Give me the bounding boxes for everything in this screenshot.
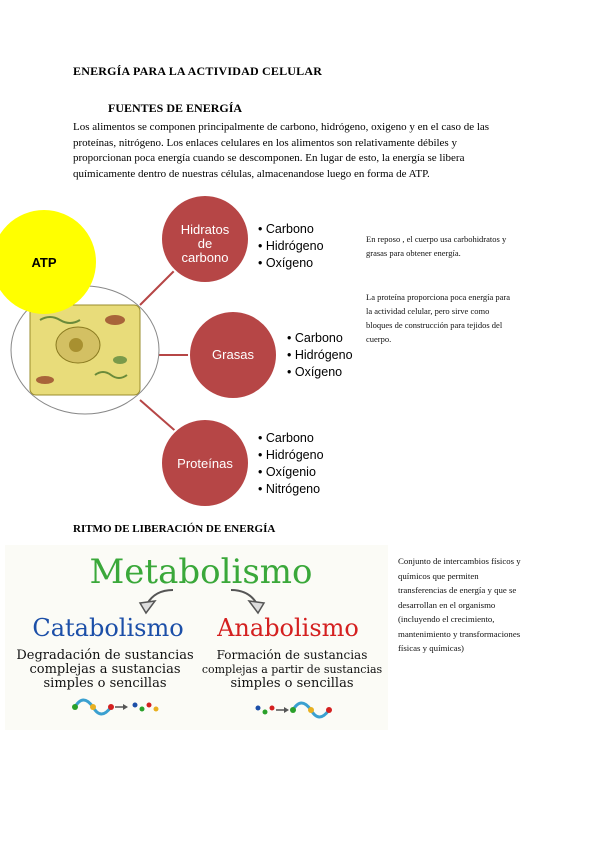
svg-text:• Hidrógeno: • Hidrógeno (258, 448, 324, 462)
svg-text:• Carbono: • Carbono (287, 331, 343, 345)
node-label: carbono (181, 250, 229, 265)
anabolism-desc-line: Formación de sustancias (216, 648, 368, 662)
side-note-proteina: La proteína proporciona poca energía para la actividad celular, pero sirve como bloques de construcción para tejidos del cuerpo. (366, 292, 511, 344)
svg-text:• Nitrógeno: • Nitrógeno (258, 482, 321, 496)
svg-text:• Hidrógeno: • Hidrógeno (287, 348, 353, 362)
bullet-list (258, 431, 324, 496)
connector-line (140, 400, 180, 435)
catabolism-desc-line: simples o sencillas (43, 676, 167, 691)
svg-text:• Carbono: • Carbono (258, 431, 314, 445)
metabolism-title: Metabolismo (89, 552, 313, 592)
intro-paragraph: Los alimentos se componen principalmente de carbono, hidrógeno, oxigeno y en el caso de las proteínas, nitrógeno. Los enlaces celulares en los alimentos son relativamente débiles y proporcionan poca energía cuando se descomponen. En lugar de esto, la energía se libera químicamente dentro de nuestras células, almacenandose luego en forma de ATP. (73, 121, 490, 180)
anabolism-desc-line: complejas a partir de sustancias (201, 663, 383, 676)
bullet-item: Carbono (294, 331, 343, 345)
atp-label: ATP (31, 255, 57, 270)
svg-text:• Hidrógeno: • Hidrógeno (258, 239, 324, 253)
page-title: ENERGÍA PARA LA ACTIVIDAD CELULAR (73, 64, 323, 78)
bullet-item: Hidrógeno (294, 348, 353, 362)
side-note-metabolismo: Conjunto de intercambios físicos y químicos que permiten transferencias de energía y que se desarrollan en el organismo (incluyendo el crecimiento, mantenimiento y transformaciones físicas y químicas) (398, 556, 521, 653)
side-note-reposo: En reposo , el cuerpo usa carbohidratos y grasas para obtener energía. (366, 234, 507, 258)
bullet-list (287, 331, 353, 379)
bullet-item: Hidrógeno (265, 239, 324, 253)
svg-text:• Oxígeno: • Oxígeno (287, 365, 343, 379)
bullet-item: Nitrógeno (265, 482, 321, 496)
svg-text:• Carbono: • Carbono (258, 222, 314, 236)
svg-text:• Oxígenio: • Oxígenio (258, 465, 316, 479)
svg-text:• Oxígeno: • Oxígeno (258, 256, 314, 270)
catabolism-desc-line: complejas a sustancias (29, 662, 181, 677)
connector-line (140, 270, 175, 305)
node-label: Grasas (212, 347, 254, 362)
bullet-item: Oxígenio (265, 465, 316, 479)
bullet-item: Oxígeno (294, 365, 343, 379)
bullet-item: Carbono (265, 222, 314, 236)
bullet-list (258, 222, 324, 270)
node-label: de (197, 236, 213, 251)
energy-sources-diagram (0, 195, 360, 515)
bullet-item: Oxígeno (265, 256, 314, 270)
section-heading-fuentes: FUENTES DE ENERGÍA (108, 101, 243, 115)
anabolism-title: Anabolismo (217, 614, 359, 642)
catabolism-title: Catabolismo (32, 614, 184, 642)
bullet-item: Carbono (265, 431, 314, 445)
metabolism-illustration (5, 545, 388, 730)
node-label: Proteínas (177, 456, 233, 471)
anabolism-desc-line: simples o sencillas (230, 676, 354, 691)
section-heading-ritmo: RITMO DE LIBERACIÓN DE ENERGÍA (73, 523, 276, 535)
node-label: Hidratos (180, 222, 230, 237)
catabolism-desc-line: Degradación de sustancias (16, 648, 194, 663)
bullet-item: Hidrógeno (265, 448, 324, 462)
